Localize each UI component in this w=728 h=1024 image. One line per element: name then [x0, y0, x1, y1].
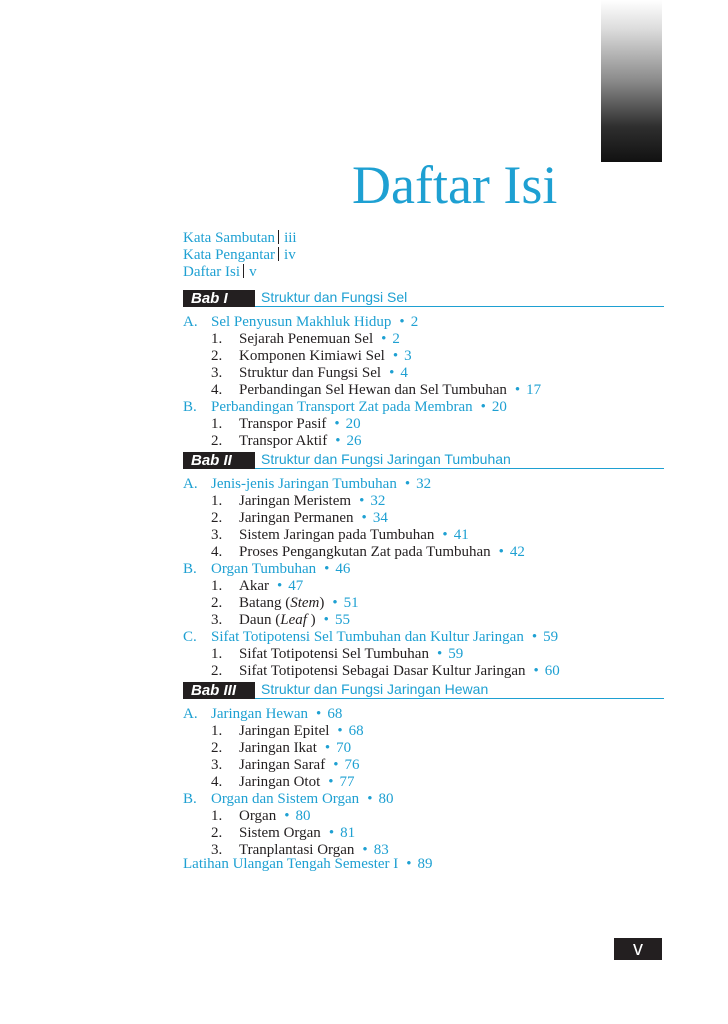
- toc-entry[interactable]: [183, 561, 560, 578]
- toc-entry-marker: 2.: [211, 825, 223, 841]
- toc-entry-marker: C.: [183, 629, 197, 645]
- bullet-icon: •: [404, 476, 411, 492]
- front-matter-page: v: [249, 264, 257, 280]
- toc-entry[interactable]: [183, 416, 541, 433]
- toc-entry-marker: 1.: [211, 646, 223, 662]
- toc-entry[interactable]: [183, 578, 560, 595]
- toc-entry-text: Sejarah Penemuan Sel: [239, 331, 374, 347]
- toc-entry[interactable]: [183, 399, 541, 416]
- toc-entry-marker: 2.: [211, 663, 223, 679]
- bullet-icon: •: [442, 527, 448, 543]
- bullet-icon: •: [367, 791, 373, 807]
- toc-entry-page: 70: [336, 740, 352, 756]
- toc-entry-marker: A.: [183, 476, 198, 492]
- toc-entry-marker: 1.: [211, 493, 223, 509]
- toc-entry-page: 59: [543, 629, 559, 645]
- bullet-icon: •: [323, 612, 329, 628]
- bullet-icon: •: [361, 510, 367, 526]
- toc-entry[interactable]: [183, 527, 560, 544]
- toc-entry-marker: B.: [183, 561, 197, 577]
- toc-entry-marker: 3.: [211, 842, 223, 858]
- toc-entry-page: 2: [410, 314, 419, 330]
- toc-entry[interactable]: [183, 510, 560, 527]
- bullet-icon: •: [335, 433, 341, 449]
- latihan-text: Latihan Ulangan Tengah Semester I: [183, 856, 399, 872]
- front-matter-label: Kata Pengantar: [183, 247, 276, 263]
- front-matter-page: iii: [284, 230, 297, 246]
- latihan-page: 89: [417, 856, 433, 872]
- toc-entry-marker: 2.: [211, 433, 223, 449]
- toc-entry-page: 42: [509, 544, 525, 560]
- toc-entry[interactable]: [183, 493, 560, 510]
- toc-entry-text: Sistem Organ: [239, 825, 321, 841]
- front-matter-item[interactable]: [183, 247, 297, 264]
- chapter-rule: [255, 698, 664, 699]
- chapter-title: Struktur dan Fungsi Sel: [261, 289, 408, 305]
- toc-entry-page: 77: [339, 774, 355, 790]
- toc-entry[interactable]: [183, 825, 393, 842]
- chapter-rule: [255, 306, 664, 307]
- toc-entry[interactable]: [183, 663, 560, 680]
- toc-entry[interactable]: [183, 476, 560, 493]
- toc-entry[interactable]: [183, 331, 541, 348]
- toc-entry-page: 20: [345, 416, 361, 432]
- toc-entry-page: 4: [400, 365, 408, 381]
- toc-entry-text: Daun (Leaf ): [239, 612, 316, 628]
- bullet-icon: •: [328, 825, 335, 841]
- toc-entry-marker: 4.: [211, 382, 223, 398]
- toc-entry-text: Sifat Totipotensi Sel Tumbuhan dan Kultur Jaringan: [211, 629, 524, 645]
- toc-entry-page: 17: [526, 382, 542, 398]
- toc-entry-marker: 3.: [211, 527, 223, 543]
- toc-entry-page: 76: [344, 757, 360, 773]
- toc-entry-page: 32: [370, 493, 386, 509]
- toc-entry-page: 3: [404, 348, 412, 364]
- toc-entry-marker: 3.: [211, 757, 223, 773]
- toc-entry-marker: A.: [183, 314, 198, 330]
- bullet-icon: •: [531, 629, 538, 645]
- toc-entry[interactable]: [183, 646, 560, 663]
- toc-entry-page: 55: [334, 612, 350, 628]
- chapter-title: Struktur dan Fungsi Jaringan Tumbuhan: [261, 451, 511, 467]
- chapter-header-2[interactable]: [183, 452, 664, 469]
- toc-entry[interactable]: [183, 612, 560, 629]
- toc-entry-text: Komponen Kimiawi Sel: [239, 348, 385, 364]
- toc-entry-text: Jaringan Saraf: [239, 757, 326, 773]
- toc-entry-page: 68: [327, 706, 343, 722]
- bullet-icon: •: [277, 578, 283, 594]
- separator-bar: [278, 230, 279, 244]
- toc-entry-marker: 2.: [211, 740, 223, 756]
- chapter-header-3[interactable]: [183, 682, 664, 699]
- toc-entry[interactable]: [183, 365, 541, 382]
- bullet-icon: •: [533, 663, 539, 679]
- toc-entry-text: Tranplantasi Organ: [239, 842, 355, 858]
- toc-entry-page: 32: [416, 476, 432, 492]
- toc-entry-marker: 1.: [211, 578, 223, 594]
- toc-entry-marker: 2.: [211, 348, 223, 364]
- toc-entry-marker: 3.: [211, 365, 223, 381]
- toc-entry-page: 41: [453, 527, 469, 543]
- toc-entry-text: Sistem Jaringan pada Tumbuhan: [239, 527, 435, 543]
- front-matter-label: Daftar Isi: [183, 264, 241, 280]
- front-matter-item[interactable]: [183, 230, 297, 247]
- bullet-icon: •: [392, 348, 399, 364]
- toc-entry-page: 80: [378, 791, 394, 807]
- bullet-icon: •: [389, 365, 395, 381]
- chapter-label: Bab III: [183, 682, 255, 699]
- toc-entry-marker: 4.: [211, 544, 223, 560]
- chapter-label: Bab II: [183, 452, 255, 469]
- bullet-icon: •: [359, 493, 365, 509]
- toc-entry-page: 51: [343, 595, 359, 611]
- toc-entry[interactable]: [183, 595, 560, 612]
- bullet-icon: •: [514, 382, 521, 398]
- page-title: Daftar Isi: [352, 155, 558, 215]
- toc-entry[interactable]: [183, 382, 541, 399]
- page-number: v: [614, 938, 662, 960]
- bullet-icon: •: [337, 723, 343, 739]
- toc-entry-marker: 2.: [211, 510, 223, 526]
- chapter-header-1[interactable]: [183, 290, 664, 307]
- front-matter-list: [183, 230, 297, 281]
- bullet-icon: •: [284, 808, 290, 824]
- toc-entry-marker: 1.: [211, 808, 223, 824]
- chapter-rule: [255, 468, 664, 469]
- toc-entry-text: Transpor Pasif: [239, 416, 327, 432]
- toc-entry-marker: 4.: [211, 774, 223, 790]
- toc-entry-text: Organ Tumbuhan: [211, 561, 317, 577]
- toc-entry[interactable]: [183, 723, 393, 740]
- bullet-icon: •: [324, 740, 331, 756]
- toc-entry-marker: A.: [183, 706, 198, 722]
- toc-entry[interactable]: [183, 433, 541, 450]
- toc-entry-page: 46: [335, 561, 351, 577]
- bullet-icon: •: [332, 595, 338, 611]
- toc-entry-page: 68: [348, 723, 364, 739]
- toc-entry-marker: 3.: [211, 612, 223, 628]
- toc-entry-page: 2: [392, 331, 400, 347]
- toc-entry-text: Struktur dan Fungsi Sel: [239, 365, 382, 381]
- chapter-title: Struktur dan Fungsi Jaringan Hewan: [261, 681, 489, 697]
- separator-bar: [278, 247, 279, 261]
- chapter-2-entries: [183, 476, 560, 680]
- bullet-icon: •: [324, 561, 330, 577]
- chapter-label: Bab I: [183, 290, 255, 307]
- toc-entry-text: Sifat Totipotensi Sel Tumbuhan: [239, 646, 429, 662]
- bullet-icon: •: [316, 706, 322, 722]
- toc-entry[interactable]: [183, 774, 393, 791]
- toc-entry[interactable]: [183, 544, 560, 561]
- toc-entry-page: 80: [295, 808, 311, 824]
- toc-entry-marker: B.: [183, 399, 197, 415]
- toc-entry[interactable]: [183, 314, 541, 331]
- toc-entry-page: 59: [448, 646, 464, 662]
- toc-entry-text: Sel Penyusun Makhluk Hidup: [211, 314, 392, 330]
- bullet-icon: •: [406, 856, 412, 872]
- toc-entry-marker: B.: [183, 791, 197, 807]
- toc-entry-marker: 1.: [211, 331, 223, 347]
- bullet-icon: •: [334, 416, 340, 432]
- toc-entry-text: Batang (Stem): [239, 595, 325, 611]
- toc-entry-page: 60: [544, 663, 560, 679]
- front-matter-item[interactable]: [183, 264, 297, 281]
- toc-entry-text: Proses Pengangkutan Zat pada Tumbuhan: [239, 544, 491, 560]
- toc-entry[interactable]: [183, 791, 393, 808]
- separator-bar: [243, 264, 244, 278]
- toc-entry[interactable]: [183, 706, 393, 723]
- toc-entry[interactable]: [183, 629, 560, 646]
- toc-entry-marker: 1.: [211, 416, 223, 432]
- toc-entry[interactable]: [183, 757, 393, 774]
- toc-entry-text: Organ: [239, 808, 277, 824]
- toc-entry-text: Organ dan Sistem Organ: [211, 791, 360, 807]
- toc-entry-text: Jaringan Meristem: [239, 493, 352, 509]
- toc-entry-text: Jaringan Otot: [239, 774, 321, 790]
- toc-entry-text: Perbandingan Transport Zat pada Membran: [211, 399, 473, 415]
- toc-entry-page: 83: [373, 842, 389, 858]
- bullet-icon: •: [399, 314, 405, 330]
- toc-entry[interactable]: [183, 348, 541, 365]
- toc-entry-page: 81: [340, 825, 356, 841]
- bullet-icon: •: [333, 757, 339, 773]
- toc-entry-text: Transpor Aktif: [239, 433, 328, 449]
- toc-entry-marker: 2.: [211, 595, 223, 611]
- toc-entry[interactable]: [183, 808, 393, 825]
- toc-entry-text: Jaringan Ikat: [239, 740, 317, 756]
- bullet-icon: •: [498, 544, 504, 560]
- toc-entry-page: 20: [491, 399, 507, 415]
- latihan-entry[interactable]: [183, 856, 433, 873]
- toc-entry-page: 47: [288, 578, 304, 594]
- bullet-icon: •: [480, 399, 486, 415]
- toc-entry-page: 34: [372, 510, 388, 526]
- toc-entry-marker: 1.: [211, 723, 223, 739]
- toc-entry-text: Jenis-jenis Jaringan Tumbuhan: [211, 476, 397, 492]
- toc-entry-page: 26: [346, 433, 362, 449]
- decorative-gradient-bar: [601, 0, 662, 162]
- toc-entry-text: Jaringan Permanen: [239, 510, 354, 526]
- chapter-1-entries: [183, 314, 541, 450]
- toc-entry-text: Akar: [239, 578, 269, 594]
- toc-entry-text: Perbandingan Sel Hewan dan Sel Tumbuhan: [239, 382, 507, 398]
- toc-entry[interactable]: [183, 740, 393, 757]
- front-matter-page: iv: [284, 247, 296, 263]
- chapter-3-entries: [183, 706, 393, 859]
- toc-entry-text: Sifat Totipotensi Sebagai Dasar Kultur Jaringan: [239, 663, 526, 679]
- toc-entry-text: Jaringan Epitel: [239, 723, 330, 739]
- front-matter-label: Kata Sambutan: [183, 230, 276, 246]
- bullet-icon: •: [328, 774, 334, 790]
- toc-entry-text: Jaringan Hewan: [211, 706, 309, 722]
- bullet-icon: •: [436, 646, 443, 662]
- bullet-icon: •: [362, 842, 368, 858]
- bullet-icon: •: [381, 331, 387, 347]
